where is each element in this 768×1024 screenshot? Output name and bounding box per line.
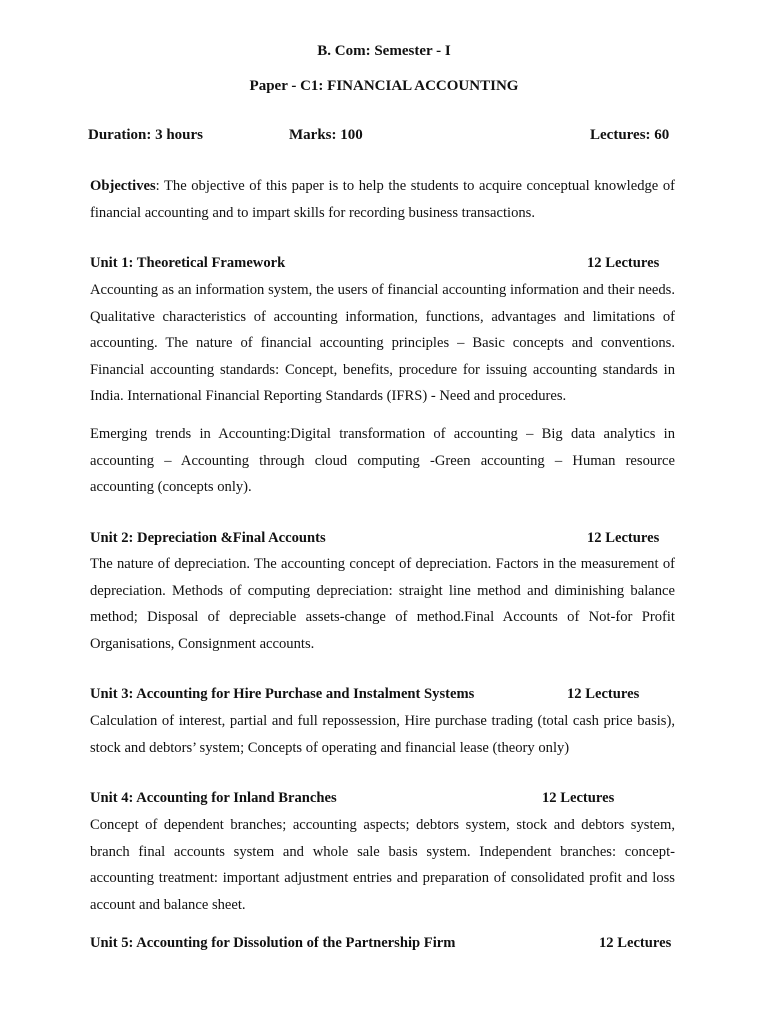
unit-2-lectures: 12 Lectures	[587, 530, 660, 546]
unit-2-paragraph-1: The nature of depreciation. The accounting concept of depreciation. Factors in the measurement of depreciation. Methods of computing depreciation: straight line method and diminishing balance method; Disposal of depreciable assets-change of method.Final Accounts of Not-for Profit Organisations, Consignment accounts.	[90, 556, 675, 652]
total-lectures-label: Lectures: 60	[590, 127, 670, 143]
unit-1-paragraph-2: Emerging trends in Accounting:Digital transformation of accounting – Big data analytics in accounting – Accounting through cloud computing -Green accounting – Human resource accounting (concepts only).	[90, 426, 675, 496]
unit-1-lectures: 12 Lectures	[587, 255, 660, 271]
unit-4-paragraph-1: Concept of dependent branches; accounting aspects; debtors system, stock and debtors system, branch final accounts system and whole sale basis system. Independent branches: concept-accounting treatment: important adjustment entries and preparation of consolidated profit and loss account and balance sheet.	[90, 817, 675, 913]
unit-4-lectures: 12 Lectures	[542, 790, 615, 806]
paper-title: Paper - C1: FINANCIAL ACCOUNTING	[249, 78, 519, 94]
unit-3-paragraph-1: Calculation of interest, partial and full repossession, Hire purchase trading (total cash price basis), stock and debtors’ system; Concepts of operating and financial lease (theory only)	[90, 713, 675, 756]
unit-4-title: Unit 4: Accounting for Inland Branches	[90, 790, 337, 806]
unit-2-title: Unit 2: Depreciation &Final Accounts	[90, 530, 326, 546]
unit-3-title: Unit 3: Accounting for Hire Purchase and Instalment Systems	[90, 686, 475, 702]
objectives-paragraph	[90, 173, 675, 226]
objectives-label: Objectives	[90, 178, 156, 194]
unit-1-paragraph-1: Accounting as an information system, the users of financial accounting information and their needs. Qualitative characteristics of accounting information, functions, advantages and limitations of accounting. The nature of financial accounting principles – Basic concepts and conventions. Financial accounting standards: Concept, benefits, procedure for issuing accounting standards in India. International Financial Reporting Standards (IFRS) - Need and procedures.	[90, 282, 675, 405]
unit-5-lectures: 12 Lectures	[599, 935, 672, 951]
unit-5-title: Unit 5: Accounting for Dissolution of the Partnership Firm	[90, 935, 456, 951]
unit-1-title: Unit 1: Theoretical Framework	[90, 255, 286, 271]
duration-label: Duration: 3 hours	[88, 127, 204, 143]
marks-label: Marks: 100	[289, 127, 363, 143]
unit-3-lectures: 12 Lectures	[567, 686, 640, 702]
objectives-text: : The objective of this paper is to help the students to acquire conceptual knowledge of financial accounting and to impart skills for recording business transactions.	[90, 178, 675, 221]
course-title: B. Com: Semester - I	[317, 43, 451, 59]
